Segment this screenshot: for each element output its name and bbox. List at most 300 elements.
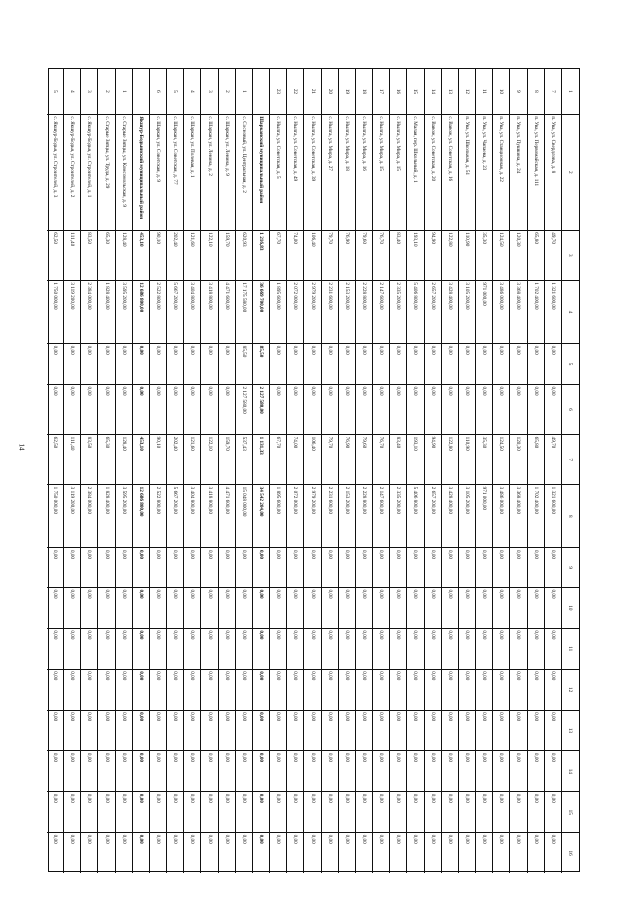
table-cell: 2 522 800,00 xyxy=(150,484,166,547)
table-row xyxy=(528,69,545,873)
table-cell: 83,50 xyxy=(81,434,97,484)
table-cell: 0,00 xyxy=(219,384,235,434)
table-cell: 0,00 xyxy=(270,384,286,434)
table-cell: 0,00 xyxy=(442,750,458,791)
table-cell: 0,00 xyxy=(150,750,166,791)
table-cell: 0,00 xyxy=(150,628,166,669)
table-cell: 0,00 xyxy=(287,628,303,669)
table-row xyxy=(356,69,373,873)
table-cell: 18 xyxy=(361,88,367,94)
table-cell: 0,00 xyxy=(459,710,475,751)
table-cell: 0,00 xyxy=(184,669,200,710)
table-cell: 0,00 xyxy=(545,587,561,628)
table-cell: 0,00 xyxy=(167,587,183,628)
table-cell: 0,00 xyxy=(476,669,492,710)
table-cell: 15 048 000,00 xyxy=(236,484,252,547)
table-cell: 0,00 xyxy=(304,669,320,710)
table-cell: 0,00 xyxy=(510,669,526,710)
table-cell: 0,00 xyxy=(322,384,338,434)
table-cell: 971 000,00 xyxy=(476,280,492,343)
table-cell: 159,70 xyxy=(219,230,235,280)
table-cell: 3 486 000,00 xyxy=(493,280,509,343)
header-cell: 10 xyxy=(562,587,579,628)
table-cell: 79,70 xyxy=(322,230,338,280)
table-cell: 3 119 200,00 xyxy=(64,484,80,547)
table-cell: 0,00 xyxy=(184,710,200,751)
table-cell: 2 657 200,00 xyxy=(425,484,441,547)
table-cell: 0,00 xyxy=(390,710,406,751)
table-cell: 2 384 000,00 xyxy=(81,280,97,343)
table-cell: 3 105 200,00 xyxy=(459,484,475,547)
table-row xyxy=(81,69,98,873)
table-cell: 0,00 xyxy=(356,791,372,832)
table-cell: 0,00 xyxy=(116,750,132,791)
table-row xyxy=(476,69,493,873)
table-cell: 0,00 xyxy=(493,669,509,710)
header-cell: 1 xyxy=(567,90,574,93)
table-cell: 8 xyxy=(532,90,539,93)
table-cell: 3 368 400,00 xyxy=(510,484,526,547)
table-cell: 2 127 580,00 xyxy=(236,384,252,434)
table-cell: 128,40 xyxy=(116,434,132,484)
table-cell: 0,00 xyxy=(510,384,526,434)
table-cell: п. Ува, ул. Станционная, д. 22 xyxy=(493,114,509,230)
table-cell: 0,00 xyxy=(339,547,355,587)
table-cell: 0,00 xyxy=(322,669,338,710)
table-cell: 0,00 xyxy=(219,628,235,669)
table-cell: Якшур-Бодьинский муниципальный район xyxy=(133,114,149,230)
table-cell: п. Ува, ул. Чапаева, д. 23 xyxy=(476,114,492,230)
table-cell: с. Вавож, ул. Советская, д. 20 xyxy=(425,114,441,230)
table-cell: 20 xyxy=(326,88,333,94)
table-cell: 0,00 xyxy=(270,628,286,669)
table-cell: 0,00 xyxy=(99,791,115,832)
table-cell: 0,00 xyxy=(459,587,475,628)
table-cell: 90,10 xyxy=(150,434,166,484)
table-cell: 0,00 xyxy=(167,343,183,384)
table-cell: 3 xyxy=(86,90,93,93)
table-cell: 1 xyxy=(240,90,247,93)
table-cell: 2 072 000,00 xyxy=(287,484,303,547)
table-cell: 0,00 xyxy=(459,343,475,384)
table-cell: 0,00 xyxy=(64,587,80,628)
table-cell: 76,70 xyxy=(373,230,389,280)
table-cell: 0,00 xyxy=(253,669,269,710)
table-cell: 0,00 xyxy=(287,832,303,873)
table-cell: 202,40 xyxy=(167,434,183,484)
table-cell: 0,00 xyxy=(339,384,355,434)
table-cell: п. Ува, ул. Первомайская, д. 111 xyxy=(528,114,544,230)
table-cell: 4 471 600,00 xyxy=(219,484,235,547)
table-row xyxy=(99,69,116,873)
table-cell: 0,00 xyxy=(476,628,492,669)
table-cell: 3 486 000,00 xyxy=(493,484,509,547)
table-cell: 4 471 600,00 xyxy=(219,280,235,343)
table-cell: 0,00 xyxy=(425,384,441,434)
table-cell: 0,00 xyxy=(64,384,80,434)
table-cell: 0,00 xyxy=(201,832,217,873)
table-cell: 0,00 xyxy=(407,750,423,791)
table-cell: 110,90 xyxy=(459,230,475,280)
table-cell: 0,00 xyxy=(510,710,526,751)
table-cell: 0,00 xyxy=(253,628,269,669)
table-cell: 3 404 800,00 xyxy=(184,280,200,343)
table-cell: 65,80 xyxy=(528,434,544,484)
table-cell: с. Старые Зятцы, ул. Комсомольская, д. 9 xyxy=(116,114,132,230)
table-cell: 2 147 600,00 xyxy=(373,280,389,343)
header-cell: 14 xyxy=(562,750,579,791)
table-cell: 0,00 xyxy=(476,547,492,587)
table-cell: 3 119 200,00 xyxy=(64,280,80,343)
table-cell: с. Сосновый, ул. Центральная, д. 2 xyxy=(236,114,252,230)
table-cell: с. Нылга, ул. Мира, д. 15 xyxy=(390,114,406,230)
table-cell: 1 828 400,00 xyxy=(99,280,115,343)
table-cell: 0,00 xyxy=(133,628,149,669)
table-cell: 1 321 600,00 xyxy=(545,280,561,343)
table-cell: 34 542 204,00 xyxy=(253,484,269,547)
header-cell: 7 xyxy=(562,434,579,484)
table-cell: 0,00 xyxy=(253,587,269,628)
table-cell: 0,00 xyxy=(116,628,132,669)
table-cell: 0,00 xyxy=(390,547,406,587)
table-cell: 12 xyxy=(463,88,470,94)
table-cell: 0,00 xyxy=(167,832,183,873)
table-cell: 0,00 xyxy=(407,710,423,751)
table-cell: 128,40 xyxy=(116,230,132,280)
table-row xyxy=(270,69,287,873)
table-cell: 0,00 xyxy=(476,832,492,873)
table-cell: 16 xyxy=(395,88,402,94)
table-cell: 0,00 xyxy=(47,832,63,873)
table-cell: 0,00 xyxy=(81,750,97,791)
table-cell: 0,00 xyxy=(528,343,544,384)
table-cell: 2 335 200,00 xyxy=(390,280,406,343)
table-cell: 0,00 xyxy=(476,750,492,791)
table-cell: 2 153 200,00 xyxy=(339,280,355,343)
table-cell: 0,00 xyxy=(150,343,166,384)
table-cell: 122,80 xyxy=(442,230,458,280)
table-cell: 110,90 xyxy=(459,434,475,484)
table-cell: 0,00 xyxy=(407,832,423,873)
table-cell: 0,00 xyxy=(322,587,338,628)
table-cell: 0,00 xyxy=(322,343,338,384)
table-cell: 1 131,33 xyxy=(253,434,269,484)
table-cell: 0,00 xyxy=(304,343,320,384)
header-cell: 13 xyxy=(562,710,579,751)
table-cell: 0,00 xyxy=(442,343,458,384)
table-cell: 0,00 xyxy=(545,669,561,710)
table-cell: 0,00 xyxy=(442,832,458,873)
table-cell: 0,00 xyxy=(425,628,441,669)
table-cell: 0,00 xyxy=(287,669,303,710)
table-cell: с. Шаркан, ул. Ленина, д. 9 xyxy=(219,114,235,230)
table-cell: 0,00 xyxy=(201,791,217,832)
table-cell: 2 072 000,00 xyxy=(287,280,303,343)
table-cell: 0,00 xyxy=(442,547,458,587)
table-cell: с. Нылга, ул. Советская, д. 5 xyxy=(270,114,286,230)
table-cell: 0,00 xyxy=(373,384,389,434)
table-cell: 23 xyxy=(275,88,282,94)
table-cell: 12 686 800,00 xyxy=(133,280,149,343)
table-cell: 0,00 xyxy=(64,832,80,873)
table-cell: с. Шаркан, ул. Советская, д. 77 xyxy=(167,114,183,230)
table-cell: 22 xyxy=(292,88,299,94)
table-cell: 0,00 xyxy=(133,343,149,384)
table-cell: 0,00 xyxy=(270,587,286,628)
table-cell: 0,00 xyxy=(99,669,115,710)
table-row xyxy=(167,69,184,873)
table-cell: 0,00 xyxy=(99,832,115,873)
table-cell: 2 153 200,00 xyxy=(339,484,355,547)
table-cell: 0,00 xyxy=(81,587,97,628)
table-cell: 0,00 xyxy=(167,384,183,434)
table-cell: 0,00 xyxy=(287,710,303,751)
table-cell: 0,00 xyxy=(339,791,355,832)
table-cell: 49,70 xyxy=(545,434,561,484)
table-cell xyxy=(133,69,149,114)
table-cell: 94,90 xyxy=(425,230,441,280)
table-cell: 10 xyxy=(498,88,505,94)
table-cell: 0,00 xyxy=(270,710,286,751)
table-row xyxy=(425,69,442,873)
table-cell: 0,00 xyxy=(356,384,372,434)
table-cell: 0,00 xyxy=(150,669,166,710)
table-cell: с. Нылга, ул. Советская, д. 49 xyxy=(287,114,303,230)
table-cell: 453,10 xyxy=(133,434,149,484)
table-cell: 5 xyxy=(172,90,179,93)
table-cell: 5 406 800,00 xyxy=(407,484,423,547)
table-row xyxy=(442,69,459,873)
table-cell: 17 xyxy=(378,88,385,94)
table-cell: 0,00 xyxy=(219,832,235,873)
table-cell: 0,00 xyxy=(545,343,561,384)
table-cell: с. Якшур-Бодья, ул. Строителей, д. 2 xyxy=(64,114,80,230)
table-cell: 0,00 xyxy=(356,750,372,791)
table-cell: 7 xyxy=(549,90,556,93)
table-cell: 0,00 xyxy=(476,710,492,751)
table-cell: 74,00 xyxy=(287,434,303,484)
table-cell: 0,00 xyxy=(81,547,97,587)
table-cell: 0,00 xyxy=(373,710,389,751)
table-cell: 0,00 xyxy=(253,832,269,873)
table-cell: 0,00 xyxy=(304,750,320,791)
table-cell: 124,50 xyxy=(493,434,509,484)
table-cell: 2 335 200,00 xyxy=(390,484,406,547)
table-cell: 620,93 xyxy=(236,230,252,280)
table-cell: 0,00 xyxy=(339,343,355,384)
table-cell: с. Якшур-Бодья, ул. Строителей, д. 3 xyxy=(47,114,63,230)
table-row xyxy=(201,69,218,873)
table-cell: 0,00 xyxy=(184,750,200,791)
table-row xyxy=(390,69,407,873)
table-cell: 76,70 xyxy=(373,434,389,484)
table-cell: 0,00 xyxy=(133,587,149,628)
table-cell: 2 231 600,00 xyxy=(322,484,338,547)
table-cell: 0,00 xyxy=(493,343,509,384)
table-cell: 5 667 200,00 xyxy=(167,280,183,343)
table-cell: 0,00 xyxy=(528,791,544,832)
table-cell: 971 000,00 xyxy=(476,484,492,547)
table-cell: 0,00 xyxy=(528,628,544,669)
table-cell: 3 368 400,00 xyxy=(510,280,526,343)
table-cell: 79,60 xyxy=(356,434,372,484)
table-cell: 0,00 xyxy=(322,750,338,791)
table-cell: 0,00 xyxy=(425,750,441,791)
header-cell: 9 xyxy=(562,547,579,587)
table-cell: 0,00 xyxy=(167,750,183,791)
table-cell: 0,00 xyxy=(476,384,492,434)
table-cell: 0,00 xyxy=(184,384,200,434)
table-cell: 0,00 xyxy=(545,791,561,832)
table-cell: 0,00 xyxy=(133,547,149,587)
table-cell: 122,80 xyxy=(442,434,458,484)
table-cell: 0,00 xyxy=(339,832,355,873)
table-row xyxy=(510,69,527,873)
table-cell: 9 xyxy=(515,90,522,93)
table-cell: 0,00 xyxy=(64,628,80,669)
table-cell: 0,00 xyxy=(47,343,63,384)
table-cell: 0,00 xyxy=(81,343,97,384)
table-cell: 0,00 xyxy=(373,547,389,587)
table-cell: 0,00 xyxy=(99,750,115,791)
table-cell: 202,40 xyxy=(167,230,183,280)
header-cell: 6 xyxy=(562,384,579,434)
table-cell: 0,00 xyxy=(442,669,458,710)
subtotal-row xyxy=(133,69,150,873)
table-cell: 0,00 xyxy=(236,710,252,751)
table-cell: 0,00 xyxy=(407,343,423,384)
table-cell: 0,00 xyxy=(545,547,561,587)
table-cell: 0,00 xyxy=(47,791,63,832)
table-row xyxy=(493,69,510,873)
table-cell: 67,70 xyxy=(270,230,286,280)
table-cell: 0,00 xyxy=(545,832,561,873)
table-cell: 1 750 000,00 xyxy=(47,484,63,547)
table-cell: 0,00 xyxy=(407,628,423,669)
table-cell: 90,10 xyxy=(150,230,166,280)
table-cell: 0,00 xyxy=(236,669,252,710)
table-cell: 76,90 xyxy=(339,434,355,484)
table-cell: 0,00 xyxy=(47,587,63,628)
table-cell: 0,00 xyxy=(253,710,269,751)
table-cell: 0,00 xyxy=(304,384,320,434)
table-row xyxy=(459,69,476,873)
table-cell: 0,00 xyxy=(356,547,372,587)
table-cell: 0,00 xyxy=(201,587,217,628)
table-cell: 0,00 xyxy=(81,832,97,873)
table-cell: 0,00 xyxy=(47,710,63,751)
table-cell: с. Шаркан, ул. Советская, д. 9 xyxy=(150,114,166,230)
table-cell: 1 750 000,00 xyxy=(47,280,63,343)
table-cell: 0,00 xyxy=(373,791,389,832)
table-row xyxy=(373,69,390,873)
table-cell: 0,00 xyxy=(99,628,115,669)
table-cell: 0,00 xyxy=(116,669,132,710)
table-cell: 0,00 xyxy=(322,791,338,832)
table-cell: 14 xyxy=(429,88,436,94)
table-cell: 2 979 200,00 xyxy=(304,484,320,547)
table-cell: 0,00 xyxy=(528,669,544,710)
table-cell: 0,00 xyxy=(390,587,406,628)
table-cell: 0,00 xyxy=(356,587,372,628)
table-cell: 0,00 xyxy=(373,343,389,384)
table-cell: 85,50 xyxy=(236,343,252,384)
table-cell: 0,00 xyxy=(442,587,458,628)
table-cell: 0,00 xyxy=(133,750,149,791)
table-cell: 62,50 xyxy=(47,230,63,280)
table-cell: 0,00 xyxy=(64,343,80,384)
table-cell: 1 216,83 xyxy=(253,230,269,280)
table-cell: 0,00 xyxy=(236,832,252,873)
table-row xyxy=(219,69,236,873)
table-cell: 0,00 xyxy=(459,384,475,434)
table-cell: 0,00 xyxy=(373,628,389,669)
table-cell: 0,00 xyxy=(459,750,475,791)
table-cell: 0,00 xyxy=(356,343,372,384)
table-cell: 74,00 xyxy=(287,230,303,280)
table-cell: 0,00 xyxy=(528,832,544,873)
table-cell: 0,00 xyxy=(545,750,561,791)
table-cell: 0,00 xyxy=(270,343,286,384)
table-cell: 0,00 xyxy=(81,384,97,434)
table-cell: 0,00 xyxy=(459,832,475,873)
table-cell: 193,10 xyxy=(407,230,423,280)
table-cell: 0,00 xyxy=(390,384,406,434)
table-cell: 0,00 xyxy=(64,669,80,710)
table-cell: 0,00 xyxy=(253,547,269,587)
table-cell: 0,00 xyxy=(356,669,372,710)
table-cell: 0,00 xyxy=(407,791,423,832)
capital-repair-table xyxy=(48,68,580,872)
table-cell: 0,00 xyxy=(322,628,338,669)
table-cell: 0,00 xyxy=(133,710,149,751)
table-cell: 65,80 xyxy=(528,230,544,280)
table-cell: 4 xyxy=(69,90,76,93)
table-cell: 0,00 xyxy=(64,791,80,832)
table-cell: 0,00 xyxy=(339,710,355,751)
table-cell: 0,00 xyxy=(459,791,475,832)
table-cell: 0,00 xyxy=(493,791,509,832)
table-cell: с. Малая, пер. Школьный, д. 1 xyxy=(407,114,423,230)
table-cell: 0,00 xyxy=(510,791,526,832)
table-cell: 83,50 xyxy=(81,230,97,280)
table-cell: 0,00 xyxy=(287,547,303,587)
table-cell: 0,00 xyxy=(407,669,423,710)
table-cell: 6 xyxy=(155,90,162,93)
table-cell: 0,00 xyxy=(287,750,303,791)
table-cell: п. Ува, ул. Пушкина, д. 24 xyxy=(510,114,526,230)
table-row xyxy=(322,69,339,873)
table-cell: 537,43 xyxy=(236,434,252,484)
table-cell: 2 522 800,00 xyxy=(150,280,166,343)
table-cell: 0,00 xyxy=(99,547,115,587)
table-cell: 0,00 xyxy=(510,628,526,669)
table-cell: 0,00 xyxy=(545,384,561,434)
table-cell: 0,00 xyxy=(47,669,63,710)
table-cell: 65,30 xyxy=(99,230,115,280)
table-cell: 13 xyxy=(446,88,453,94)
table-cell: 121,60 xyxy=(184,434,200,484)
table-cell: с. Шаркан, ул. Полевая, д. 1 xyxy=(184,114,200,230)
table-row xyxy=(287,69,304,873)
table-cell: 121,60 xyxy=(184,230,200,280)
table-cell: 1 895 600,00 xyxy=(270,484,286,547)
table-cell: 0,00 xyxy=(99,384,115,434)
table-cell: 0,00 xyxy=(236,791,252,832)
table-cell: 0,00 xyxy=(184,832,200,873)
table-cell: 3 595 200,00 xyxy=(116,280,132,343)
table-cell: Шарканский муниципальный район xyxy=(253,114,269,230)
